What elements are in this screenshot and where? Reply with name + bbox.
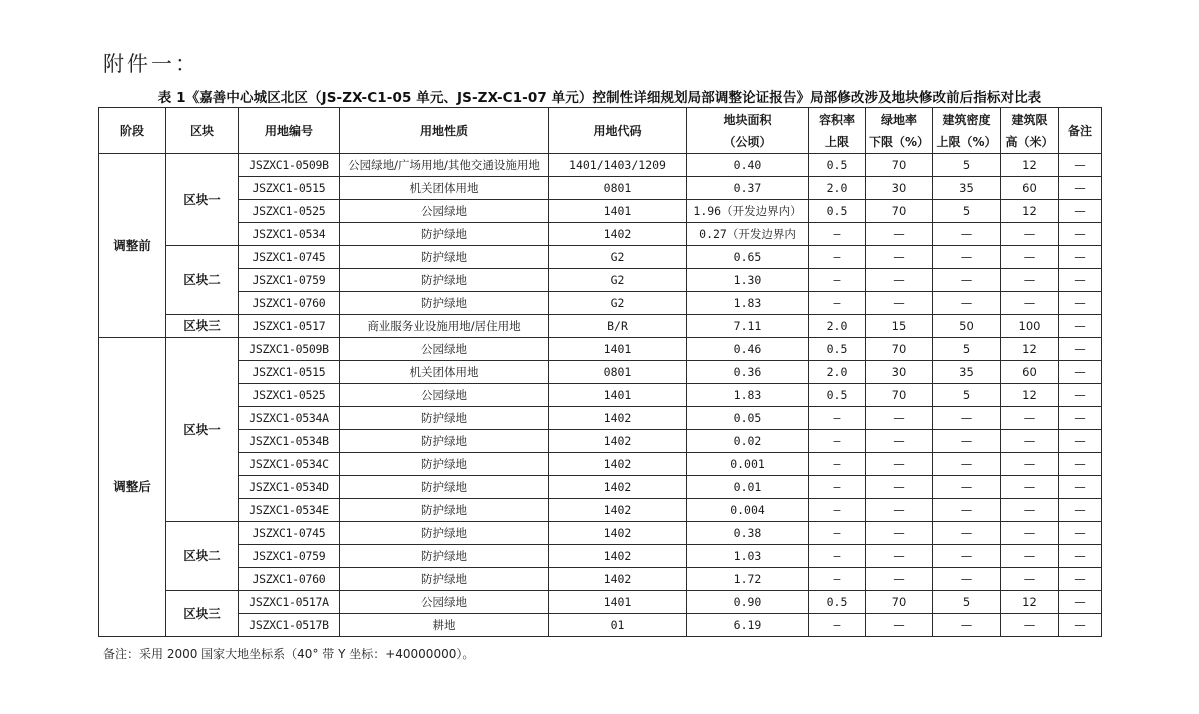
table-row (99, 430, 1102, 453)
block-cell-before-3: 区块三 (166, 315, 239, 338)
land-code: 1402 (549, 453, 687, 476)
land-use: 防护绿地 (340, 430, 549, 453)
land-code: 01 (549, 614, 687, 637)
far: 0.5 (809, 154, 866, 177)
far: — (809, 545, 866, 568)
remark: — (1059, 338, 1102, 361)
block-cell-before-1: 区块一 (166, 154, 239, 246)
table-row (99, 453, 1102, 476)
table-row (99, 200, 1102, 223)
stage-cell-after: 调整后 (99, 338, 166, 637)
green-rate: 70 (866, 154, 933, 177)
far: — (809, 614, 866, 637)
area: 1.30 (687, 269, 809, 292)
land-code: 0801 (549, 177, 687, 200)
green-rate: — (866, 269, 933, 292)
col-header-parcel-id: 用地编号 (239, 108, 340, 154)
col-header-height (1001, 108, 1059, 154)
density: 5 (933, 591, 1001, 614)
height-limit: — (1001, 292, 1059, 315)
remark: — (1059, 407, 1102, 430)
land-code: 1402 (549, 223, 687, 246)
density: 5 (933, 338, 1001, 361)
land-use: 公园绿地 (340, 591, 549, 614)
land-use: 公园绿地 (340, 384, 549, 407)
far: 0.5 (809, 384, 866, 407)
area: 1.96（开发边界内） (687, 200, 809, 223)
green-rate: 70 (866, 384, 933, 407)
density: 5 (933, 384, 1001, 407)
land-code: 1401 (549, 200, 687, 223)
land-use: 耕地 (340, 614, 549, 637)
remark: — (1059, 200, 1102, 223)
area: 0.27（开发边界内 (687, 223, 809, 246)
height-limit: 100 (1001, 315, 1059, 338)
col-header-green (866, 108, 933, 154)
col-header-area (687, 108, 809, 154)
block-cell-before-2: 区块二 (166, 246, 239, 315)
remark: — (1059, 246, 1102, 269)
far: — (809, 453, 866, 476)
green-rate: — (866, 292, 933, 315)
density: 35 (933, 177, 1001, 200)
parcel-id: JSZXC1-0759 (239, 269, 340, 292)
height-limit: — (1001, 246, 1059, 269)
parcel-id: JSZXC1-0534 (239, 223, 340, 246)
table-row (99, 545, 1102, 568)
land-code: 0801 (549, 361, 687, 384)
col-header-stage: 阶段 (99, 108, 166, 154)
parcel-id: JSZXC1-0534D (239, 476, 340, 499)
parcel-id: JSZXC1-0534C (239, 453, 340, 476)
remark: — (1059, 315, 1102, 338)
table-row (99, 246, 1102, 269)
area: 0.02 (687, 430, 809, 453)
land-use: 防护绿地 (340, 545, 549, 568)
height-limit: 12 (1001, 154, 1059, 177)
density: 50 (933, 315, 1001, 338)
land-use: 防护绿地 (340, 407, 549, 430)
green-rate: 30 (866, 177, 933, 200)
far: — (809, 568, 866, 591)
remark: — (1059, 223, 1102, 246)
height-limit: 12 (1001, 384, 1059, 407)
green-rate: 70 (866, 338, 933, 361)
annex-label: 附件一： (103, 52, 199, 76)
land-code: G2 (549, 246, 687, 269)
table-row (99, 338, 1102, 361)
area: 7.11 (687, 315, 809, 338)
height-limit: 12 (1001, 591, 1059, 614)
height-limit: — (1001, 269, 1059, 292)
parcel-id: JSZXC1-0745 (239, 246, 340, 269)
density: 5 (933, 154, 1001, 177)
area: 1.72 (687, 568, 809, 591)
density: — (933, 453, 1001, 476)
density: — (933, 246, 1001, 269)
parcel-id: JSZXC1-0525 (239, 200, 340, 223)
land-code: 1402 (549, 407, 687, 430)
land-code: 1401 (549, 338, 687, 361)
area: 0.38 (687, 522, 809, 545)
col-header-height-line1: 建筑限 (1011, 112, 1048, 127)
remark: — (1059, 269, 1102, 292)
table-row (99, 407, 1102, 430)
land-code: G2 (549, 292, 687, 315)
height-limit: — (1001, 499, 1059, 522)
far: — (809, 407, 866, 430)
land-use: 防护绿地 (340, 453, 549, 476)
comparison-table (98, 107, 1102, 637)
height-limit: 60 (1001, 361, 1059, 384)
far: 0.5 (809, 591, 866, 614)
land-code: 1402 (549, 476, 687, 499)
land-use: 公园绿地/广场用地/其他交通设施用地 (340, 154, 549, 177)
green-rate: — (866, 246, 933, 269)
density: — (933, 545, 1001, 568)
area: 0.37 (687, 177, 809, 200)
parcel-id: JSZXC1-0517B (239, 614, 340, 637)
area: 0.90 (687, 591, 809, 614)
parcel-id: JSZXC1-0515 (239, 361, 340, 384)
land-code: G2 (549, 269, 687, 292)
far: — (809, 522, 866, 545)
land-use: 防护绿地 (340, 499, 549, 522)
land-code: 1401/1403/1209 (549, 154, 687, 177)
col-header-land-use: 用地性质 (340, 108, 549, 154)
green-rate: — (866, 430, 933, 453)
green-rate: — (866, 614, 933, 637)
far: — (809, 246, 866, 269)
col-header-green-line1: 绿地率 (880, 112, 917, 127)
land-code: 1401 (549, 384, 687, 407)
density: 5 (933, 200, 1001, 223)
height-limit: — (1001, 522, 1059, 545)
far: — (809, 499, 866, 522)
table-row (99, 499, 1102, 522)
land-use: 防护绿地 (340, 269, 549, 292)
area: 1.03 (687, 545, 809, 568)
green-rate: — (866, 453, 933, 476)
col-header-green-line2: 下限（%） (868, 134, 930, 149)
density: — (933, 430, 1001, 453)
remark: — (1059, 453, 1102, 476)
table-row (99, 614, 1102, 637)
density: — (933, 614, 1001, 637)
remark: — (1059, 545, 1102, 568)
parcel-id: JSZXC1-0515 (239, 177, 340, 200)
parcel-id: JSZXC1-0534A (239, 407, 340, 430)
height-limit: — (1001, 453, 1059, 476)
far: — (809, 269, 866, 292)
density: — (933, 499, 1001, 522)
col-header-block: 区块 (166, 108, 239, 154)
area: 0.01 (687, 476, 809, 499)
remark: — (1059, 154, 1102, 177)
area: 0.36 (687, 361, 809, 384)
density: 35 (933, 361, 1001, 384)
height-limit: — (1001, 568, 1059, 591)
area: 0.05 (687, 407, 809, 430)
parcel-id: JSZXC1-0759 (239, 545, 340, 568)
area: 1.83 (687, 292, 809, 315)
area: 0.46 (687, 338, 809, 361)
area: 6.19 (687, 614, 809, 637)
block-cell-after-1: 区块一 (166, 338, 239, 522)
remark: — (1059, 292, 1102, 315)
green-rate: — (866, 223, 933, 246)
table-row (99, 177, 1102, 200)
parcel-id: JSZXC1-0517 (239, 315, 340, 338)
density: — (933, 223, 1001, 246)
parcel-id: JSZXC1-0509B (239, 338, 340, 361)
height-limit: 60 (1001, 177, 1059, 200)
land-code: 1402 (549, 568, 687, 591)
col-header-density-line1: 建筑密度 (942, 112, 991, 127)
land-code: 1402 (549, 430, 687, 453)
density: — (933, 568, 1001, 591)
block-cell-after-3: 区块三 (166, 591, 239, 637)
parcel-id: JSZXC1-0745 (239, 522, 340, 545)
remark: — (1059, 568, 1102, 591)
far: 2.0 (809, 177, 866, 200)
far: — (809, 476, 866, 499)
far: — (809, 430, 866, 453)
height-limit: — (1001, 545, 1059, 568)
parcel-id: JSZXC1-0760 (239, 568, 340, 591)
table-row (99, 269, 1102, 292)
col-header-height-line2: 高（米） (1005, 134, 1054, 149)
remark: — (1059, 499, 1102, 522)
parcel-id: JSZXC1-0534E (239, 499, 340, 522)
table-row (99, 384, 1102, 407)
remark: — (1059, 522, 1102, 545)
density: — (933, 522, 1001, 545)
land-code: B/R (549, 315, 687, 338)
green-rate: — (866, 476, 933, 499)
col-header-area-line1: 地块面积 (723, 112, 772, 127)
land-use: 防护绿地 (340, 292, 549, 315)
land-use: 商业服务业设施用地/居住用地 (340, 315, 549, 338)
col-header-density-line2: 上限（%） (936, 134, 997, 149)
table-row (99, 315, 1102, 338)
height-limit: — (1001, 614, 1059, 637)
land-use: 机关团体用地 (340, 361, 549, 384)
height-limit: — (1001, 407, 1059, 430)
remark: — (1059, 384, 1102, 407)
area: 1.83 (687, 384, 809, 407)
density: — (933, 292, 1001, 315)
height-limit: — (1001, 430, 1059, 453)
land-use: 防护绿地 (340, 476, 549, 499)
stage-cell-before: 调整前 (99, 154, 166, 338)
land-use: 防护绿地 (340, 522, 549, 545)
height-limit: 12 (1001, 338, 1059, 361)
remark: — (1059, 476, 1102, 499)
land-code: 1402 (549, 499, 687, 522)
far: 0.5 (809, 200, 866, 223)
land-code: 1402 (549, 522, 687, 545)
remark: — (1059, 430, 1102, 453)
land-use: 防护绿地 (340, 223, 549, 246)
col-header-far-line1: 容积率 (818, 112, 855, 127)
far: — (809, 292, 866, 315)
parcel-id: JSZXC1-0509B (239, 154, 340, 177)
table-row (99, 591, 1102, 614)
far: — (809, 223, 866, 246)
header-row (99, 108, 1102, 154)
parcel-id: JSZXC1-0517A (239, 591, 340, 614)
table-row (99, 361, 1102, 384)
remark: — (1059, 361, 1102, 384)
green-rate: 15 (866, 315, 933, 338)
table-row (99, 522, 1102, 545)
table-row (99, 154, 1102, 177)
table-row (99, 223, 1102, 246)
height-limit: — (1001, 223, 1059, 246)
density: — (933, 476, 1001, 499)
remark: — (1059, 614, 1102, 637)
height-limit: 12 (1001, 200, 1059, 223)
land-code: 1401 (549, 591, 687, 614)
height-limit: — (1001, 476, 1059, 499)
block-cell-after-2: 区块二 (166, 522, 239, 591)
area: 0.40 (687, 154, 809, 177)
col-header-far (809, 108, 866, 154)
far: 2.0 (809, 315, 866, 338)
table-row (99, 568, 1102, 591)
far: 0.5 (809, 338, 866, 361)
green-rate: 30 (866, 361, 933, 384)
col-header-density (933, 108, 1001, 154)
table-row (99, 476, 1102, 499)
area: 0.004 (687, 499, 809, 522)
footnote: 备注：采用 2000 国家大地坐标系（40° 带 Y 坐标：+40000000）。 (103, 647, 475, 661)
far: 2.0 (809, 361, 866, 384)
density: — (933, 407, 1001, 430)
area: 0.001 (687, 453, 809, 476)
green-rate: — (866, 499, 933, 522)
parcel-id: JSZXC1-0534B (239, 430, 340, 453)
green-rate: — (866, 545, 933, 568)
col-header-remark: 备注 (1059, 108, 1102, 154)
land-use: 防护绿地 (340, 246, 549, 269)
remark: — (1059, 177, 1102, 200)
land-use: 机关团体用地 (340, 177, 549, 200)
col-header-area-line2: （公顷） (723, 134, 772, 149)
green-rate: 70 (866, 591, 933, 614)
remark: — (1059, 591, 1102, 614)
table-caption: 表 1《嘉善中心城区北区（JS-ZX-C1-05 单元、JS-ZX-C1-07 单元）控制性详细规划局部调整论证报告》局部修改涉及地块修改前后指标对比表 (157, 90, 1042, 106)
density: — (933, 269, 1001, 292)
land-code: 1402 (549, 545, 687, 568)
green-rate: — (866, 568, 933, 591)
green-rate: — (866, 407, 933, 430)
table-row (99, 292, 1102, 315)
parcel-id: JSZXC1-0525 (239, 384, 340, 407)
land-use: 公园绿地 (340, 338, 549, 361)
col-header-land-code: 用地代码 (549, 108, 687, 154)
land-use: 公园绿地 (340, 200, 549, 223)
col-header-far-line2: 上限 (824, 134, 849, 149)
area: 0.65 (687, 246, 809, 269)
land-use: 防护绿地 (340, 568, 549, 591)
green-rate: — (866, 522, 933, 545)
green-rate: 70 (866, 200, 933, 223)
parcel-id: JSZXC1-0760 (239, 292, 340, 315)
